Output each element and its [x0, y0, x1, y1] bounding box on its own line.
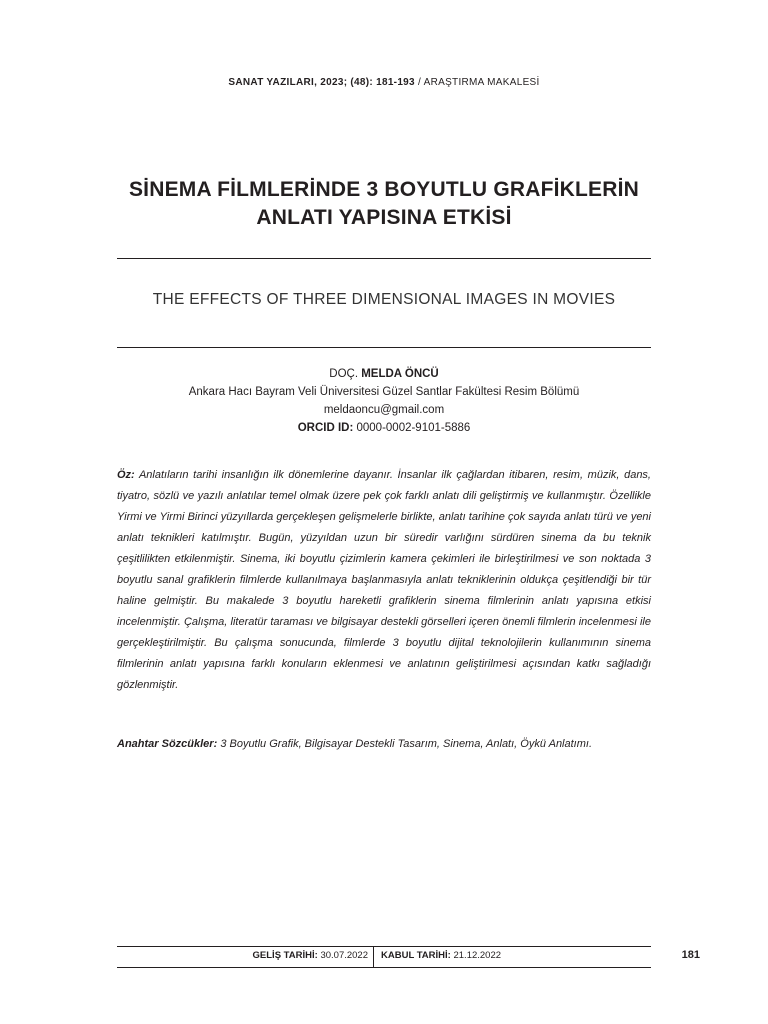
received-label: GELİŞ TARİHİ: [252, 950, 318, 961]
title-divider-bottom [117, 347, 651, 348]
article-title-line-2: ANLATI YAPISINA ETKİSİ [256, 206, 512, 229]
author-affiliation: Ankara Hacı Bayram Veli Üniversitesi Güzel Santlar Fakültesi Resim Bölümü [188, 386, 580, 398]
orcid-value[interactable]: 0000-0002-9101-5886 [356, 422, 471, 434]
received-value: 30.07.2022 [320, 950, 368, 961]
author-name: MELDA ÖNCÜ [361, 368, 439, 380]
keywords-text: 3 Boyutlu Grafik, Bilgisayar Destekli Tasarım, Sinema, Anlatı, Öykü Anlatımı. [220, 738, 593, 750]
journal-header [0, 77, 768, 88]
article-type: / ARAŞTIRMA MAKALESİ [418, 77, 540, 88]
author-email[interactable]: meldaoncu@gmail.com [323, 404, 445, 416]
author-orcid [60, 419, 708, 437]
accepted-date [381, 950, 581, 961]
journal-citation: SANAT YAZILARI, 2023; (48): 181-193 [228, 77, 415, 88]
article-title-line-1: SİNEMA FİLMLERİNDE 3 BOYUTLU GRAFİKLERİN [128, 178, 640, 201]
received-date [117, 950, 368, 961]
footer-column-divider [373, 946, 374, 967]
orcid-label: ORCID ID: [297, 422, 354, 434]
accepted-label: KABUL TARİHİ: [381, 950, 451, 961]
author-line [60, 365, 708, 383]
keywords [117, 734, 651, 755]
english-title: THE EFFECTS OF THREE DIMENSIONAL IMAGES IN MOVIES [152, 291, 616, 308]
article-title [60, 176, 708, 232]
footer-divider-bottom [117, 967, 651, 968]
keywords-label: Anahtar Sözcükler: [117, 738, 218, 750]
abstract-label: Öz: [117, 469, 135, 481]
author-block [60, 365, 708, 437]
footer-divider-top [117, 946, 651, 947]
accepted-value: 21.12.2022 [453, 950, 502, 961]
author-prefix: DOÇ. [329, 368, 359, 380]
title-divider-top [117, 258, 651, 259]
page-number: 181 [681, 949, 700, 961]
abstract [117, 465, 651, 696]
abstract-text: Anlatıların tarihi insanlığın ilk dönemlerine dayanır. İnsanlar ilk çağlardan itibaren, resim, müzik, dans, tiyatro, sözlü ve yazılı anlatılar temel olmak üzere pek çok farklı anlatı dili geliştirmiş ve kullanmıştır. Özellikle Yirmi ve Yirmi Birinci yüzyıllarda gerçekleşen gelişmelerle birlikte, anlatı tarihine çok sayıda anlatı türü ve yeni anlatı teknikleri katılmıştır. Bugün, yüzyıldan uzun bir süredir varlığını sürdüren sinema da bu teknik çeşitlilikten etkilenmiştir. Sinema, iki boyutlu çizimlerin kamera çekimleri ile birleştirilmesi ve son noktada 3 boyutlu sanal grafiklerin filmlerde kullanılmaya başlanmasıyla anlatı tekniklerinin oldukça çeşitlendiği bir tür haline gelmiştir. Bu makalede 3 boyutlu hareketli grafiklerin sinema filmlerinin anlatı yapısına etkisi incelenmiştir. Çalışma, literatür taraması ve bilgisayar destekli görselleri içeren önemli filmlerin incelenmesi ile gerçekleştirilmiştir. Bu çalışma sonucunda, filmlerde 3 boyutlu dijital teknolojilerin kullanımının sinema filmlerinin anlatı yapısına farklı konuların eklenmesi ve anlatının geliştirilmesi açısından katkı sağladığı gözlenmiştir. [117, 469, 651, 691]
